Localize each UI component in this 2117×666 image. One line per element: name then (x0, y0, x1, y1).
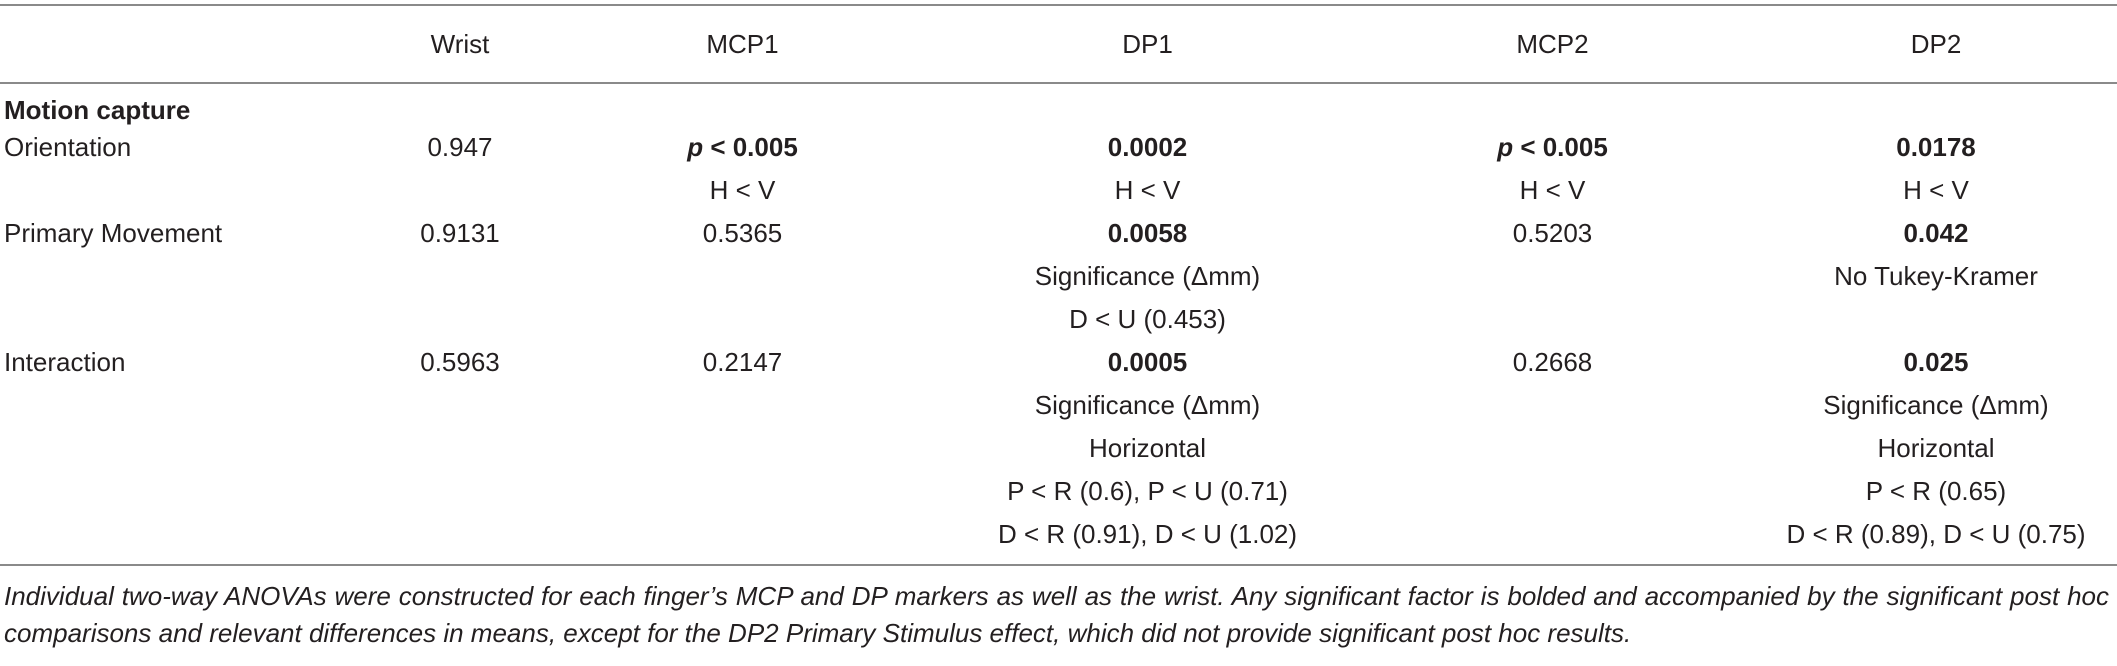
cell-dp2-posthoc: No Tukey-Kramer (1834, 261, 2038, 291)
cell-dp1-direction: Horizontal (1088, 433, 1207, 463)
header-dp2: DP2 (1755, 5, 2117, 83)
header-mcp2: MCP2 (1350, 5, 1755, 83)
cell-wrist: 0.9131 (420, 218, 500, 248)
cell-dp2-pvalue: 0.0178 (1896, 132, 1976, 162)
cell-mcp2-pvalue: p < 0.005 (1497, 132, 1608, 162)
cell-mcp2-posthoc: H < V (1519, 175, 1586, 205)
cell-dp1-pvalue: 0.0058 (1107, 218, 1188, 248)
cell-dp2-pvalue: 0.042 (1903, 218, 1969, 248)
header-wrist: Wrist (380, 5, 540, 83)
cell-mcp1-pvalue: p < 0.005 (687, 132, 798, 162)
section-row (0, 83, 2117, 126)
table-row (0, 212, 2117, 341)
header-empty (0, 5, 380, 83)
cell-dp1-posthoc: D < U (0.453) (1069, 304, 1226, 334)
cell-dp2-posthoc: D < R (0.89), D < U (0.75) (1786, 519, 2086, 549)
cell-mcp2-pvalue: 0.5203 (1512, 218, 1593, 248)
cell-dp1-significance: Significance (Δmm) (1034, 261, 1261, 291)
cell-dp1-posthoc: P < R (0.6), P < U (0.71) (1007, 476, 1288, 506)
cell-dp1-posthoc: H < V (1114, 175, 1181, 205)
section-title: Motion capture (4, 95, 191, 125)
row-label: Orientation (4, 132, 132, 162)
row-label: Interaction (4, 347, 126, 377)
cell-dp1-pvalue: 0.0005 (1107, 347, 1188, 377)
cell-dp1-significance: Significance (Δmm) (1034, 390, 1261, 420)
cell-dp2-significance: Significance (Δmm) (1823, 390, 2049, 420)
cell-mcp1-posthoc: H < V (709, 175, 776, 205)
table-footnote: Individual two-way ANOVAs were constructed for each finger’s MCP and DP markers as well as the wrist. Any significant factor is bolded and accompanied by the significant post hoc comparisons and relevant differences in means, except for the DP2 Primary Stimulus effect, which did not provide significant post hoc results. (4, 581, 2109, 648)
cell-mcp1-pvalue: 0.5365 (702, 218, 783, 248)
cell-mcp2-pvalue: 0.2668 (1512, 347, 1593, 377)
cell-wrist: 0.947 (427, 132, 493, 162)
cell-dp2-direction: Horizontal (1877, 433, 1995, 463)
cell-dp2-posthoc: P < R (0.65) (1865, 476, 2007, 506)
header-mcp1: MCP1 (540, 5, 945, 83)
header-row (0, 5, 2117, 83)
cell-mcp1-pvalue: 0.2147 (702, 347, 783, 377)
cell-wrist: 0.5963 (420, 347, 500, 377)
table-row (0, 341, 2117, 565)
table-row (0, 126, 2117, 212)
cell-dp1-pvalue: 0.0002 (1107, 132, 1188, 162)
cell-dp2-pvalue: 0.025 (1903, 347, 1969, 377)
cell-dp1-posthoc: D < R (0.91), D < U (1.02) (997, 519, 1298, 549)
row-label: Primary Movement (4, 218, 223, 248)
header-dp1: DP1 (945, 5, 1350, 83)
cell-dp2-posthoc: H < V (1903, 175, 1969, 205)
anova-results-table (0, 4, 2117, 566)
